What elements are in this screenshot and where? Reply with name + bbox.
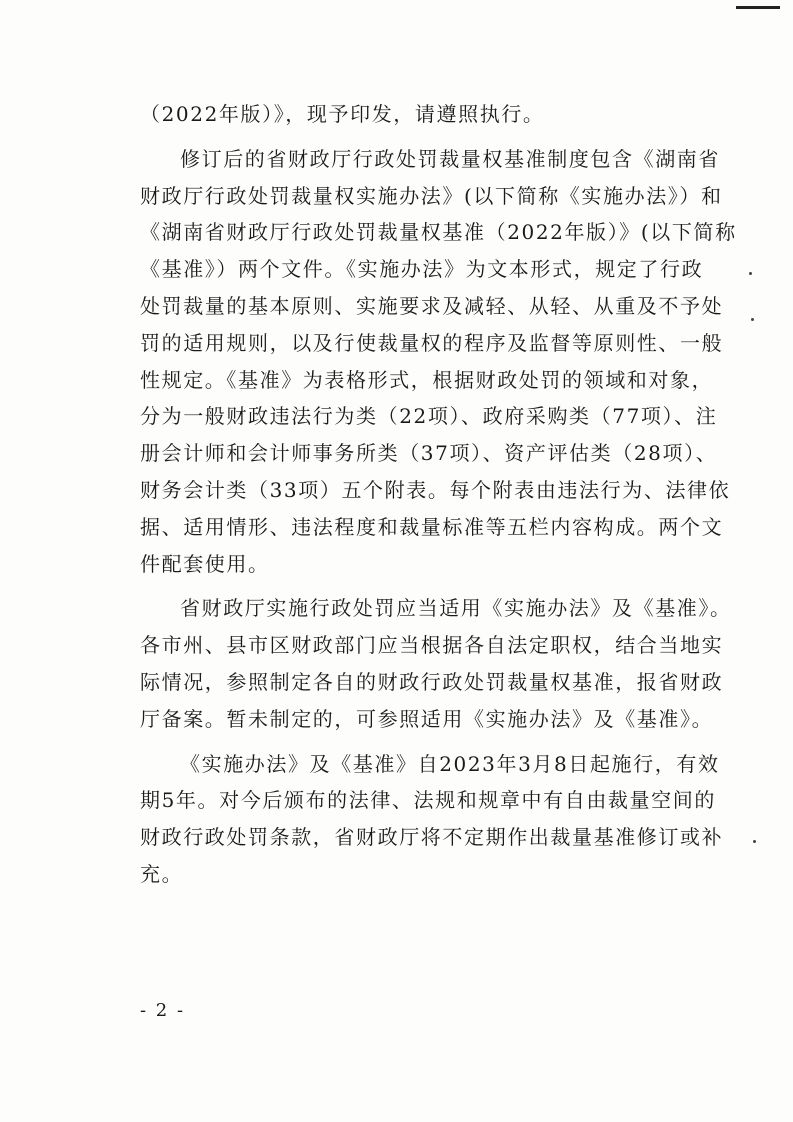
text-line: 册会计师和会计师事务所类（37项）、资产评估类（28项）、 [140, 441, 718, 466]
document-body [140, 96, 737, 893]
text-line: 厅备案。暂未制定的，可参照适用《实施办法》及《基准》。 [140, 706, 714, 731]
text-line: 性规定。《基准》为表格形式，根据财政处罚的领域和对象， [140, 367, 714, 392]
text-line: 财政行政处罚条款，省财政厅将不定期作出裁量基准修订或补 [140, 825, 724, 850]
text-line: 际情况，参照制定各自的财政行政处罚裁量权基准，报省财政 [140, 669, 724, 694]
scan-speck [753, 840, 756, 843]
text-line: 省财政厅实施行政处罚应当适用《实施办法》及《基准》。 [180, 596, 732, 621]
text-line: 处罚裁量的基本原则、实施要求及减轻、从轻、从重及不予处 [140, 293, 724, 318]
text-line: 《湖南省财政厅行政处罚裁量权基准（2022年版）》(以下简称 [140, 220, 737, 245]
text-line: 罚的适用规则，以及行使裁量权的程序及监督等原则性、一般 [140, 330, 724, 355]
text-line: 充。 [140, 861, 184, 886]
text-line: （2022年版）》，现予印发，请遵照执行。 [140, 102, 545, 126]
text-line: 财务会计类（33项）五个附表。每个附表由违法行为、法律依 [140, 477, 731, 502]
text-line: 《基准》）两个文件。《实施办法》为文本形式，规定了行政 [140, 257, 704, 282]
paragraph-composition [140, 141, 737, 583]
scan-speck [751, 318, 754, 321]
text-line: 《实施办法》及《基准》自2023年3月8日起施行，有效 [180, 751, 720, 776]
paragraph-continuation [140, 96, 660, 133]
text-line: 分为一般财政违法行为类（22项）、政府采购类（77项）、注 [140, 404, 718, 429]
text-line: 各市州、县市区财政部门应当根据各自法定职权，结合当地实 [140, 633, 724, 658]
text-line: 修订后的省财政厅行政处罚裁量权基准制度包含《湖南省 [180, 146, 720, 171]
paragraph-effective-date [140, 746, 724, 893]
text-line: 件配套使用。 [140, 551, 270, 576]
scan-speck [749, 272, 752, 275]
text-line: 据、适用情形、违法程度和裁量标准等五栏内容构成。两个文 [140, 514, 724, 539]
scan-corner-mark [736, 6, 780, 9]
page-number: - 2 - [140, 1000, 186, 1021]
paragraph-application [140, 590, 732, 737]
text-line: 期5年。对今后颁布的法律、法规和规章中有自由裁量空间的 [140, 788, 716, 813]
text-line: 财政厅行政处罚裁量权实施办法》(以下简称《实施办法》）和 [140, 183, 723, 208]
